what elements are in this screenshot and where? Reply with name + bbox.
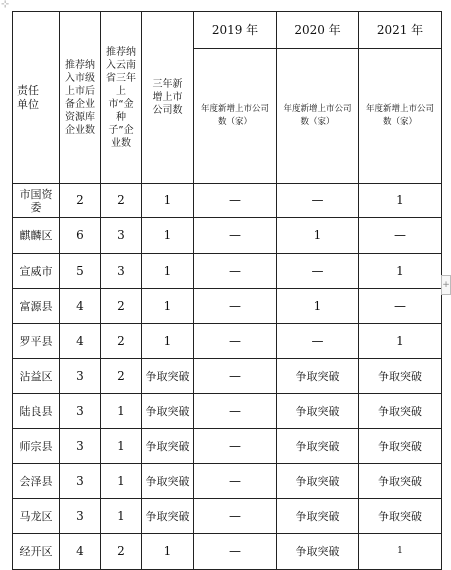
header-year-2019: 2019 年 (194, 12, 277, 49)
row-y2019: — (194, 324, 277, 359)
row-y2020: 争取突破 (277, 429, 359, 464)
row-reserve: 4 (60, 324, 101, 359)
header-year-2021-sub: 年度新增上市公司数（家） (359, 49, 442, 184)
row-unit: 会泽县 (13, 464, 60, 499)
header-year-2019-sub: 年度新增上市公司数（家） (194, 49, 277, 184)
row-reserve: 3 (60, 394, 101, 429)
row-y2020: 1 (277, 289, 359, 324)
header-year-2020-sub: 年度新增上市公司数（家） (277, 49, 359, 184)
row-reserve: 5 (60, 254, 101, 289)
row-seed: 1 (101, 394, 142, 429)
row-new3: 1 (142, 324, 194, 359)
add-column-handle-icon[interactable]: + (441, 275, 451, 295)
table-row (13, 254, 442, 289)
row-y2020: 1 (277, 218, 359, 254)
row-new3: 1 (142, 254, 194, 289)
row-unit: 罗平县 (13, 324, 60, 359)
table-row (13, 289, 442, 324)
row-y2021: — (359, 289, 442, 324)
header-year-2020: 2020 年 (277, 12, 359, 49)
row-y2020: 争取突破 (277, 499, 359, 534)
row-y2021: 争取突破 (359, 499, 442, 534)
table-row (13, 324, 442, 359)
table-row (13, 394, 442, 429)
row-y2019: — (194, 499, 277, 534)
row-seed: 2 (101, 324, 142, 359)
row-new3: 1 (142, 289, 194, 324)
row-y2020: 争取突破 (277, 394, 359, 429)
table-row (13, 534, 442, 570)
row-seed: 1 (101, 429, 142, 464)
row-unit: 师宗县 (13, 429, 60, 464)
row-seed: 1 (101, 499, 142, 534)
row-seed: 2 (101, 534, 142, 570)
row-new3: 争取突破 (142, 429, 194, 464)
row-y2019: — (194, 218, 277, 254)
header-golden-seed: 推荐纳入云南省三年上市“金种子”企业数 (101, 12, 142, 184)
row-new3: 争取突破 (142, 359, 194, 394)
row-y2021: — (359, 218, 442, 254)
row-new3: 1 (142, 184, 194, 218)
table-row (13, 359, 442, 394)
row-y2019: — (194, 289, 277, 324)
row-y2021: 争取突破 (359, 359, 442, 394)
row-seed: 2 (101, 184, 142, 218)
row-y2019: — (194, 534, 277, 570)
row-seed: 3 (101, 218, 142, 254)
header-unit-label: 责任单位 (17, 83, 39, 111)
row-y2020: 争取突破 (277, 534, 359, 570)
row-y2019: — (194, 394, 277, 429)
row-seed: 1 (101, 464, 142, 499)
row-y2020: — (277, 184, 359, 218)
header-year-2021: 2021 年 (359, 12, 442, 49)
row-y2020: — (277, 254, 359, 289)
row-y2020: 争取突破 (277, 464, 359, 499)
row-y2019: — (194, 429, 277, 464)
row-unit: 马龙区 (13, 499, 60, 534)
row-y2021: 争取突破 (359, 464, 442, 499)
row-unit: 沾益区 (13, 359, 60, 394)
row-y2021: 1 (359, 184, 442, 218)
table-row (13, 464, 442, 499)
row-unit: 宣威市 (13, 254, 60, 289)
row-reserve: 3 (60, 359, 101, 394)
header-listing-reserve: 推荐纳入市级上市后备企业资源库企业数 (60, 12, 101, 184)
row-new3: 争取突破 (142, 499, 194, 534)
table-move-handle-icon[interactable]: ⊹ (1, 0, 10, 10)
row-y2019: — (194, 464, 277, 499)
row-seed: 2 (101, 289, 142, 324)
table-row (13, 429, 442, 464)
row-y2019: — (194, 359, 277, 394)
row-unit: 经开区 (13, 534, 60, 570)
row-reserve: 4 (60, 534, 101, 570)
row-new3: 1 (142, 534, 194, 570)
row-seed: 3 (101, 254, 142, 289)
row-y2021: 1 (359, 324, 442, 359)
listing-target-table (12, 11, 442, 570)
row-y2019: — (194, 254, 277, 289)
row-reserve: 4 (60, 289, 101, 324)
row-unit: 市国资委 (13, 184, 60, 218)
row-reserve: 2 (60, 184, 101, 218)
row-unit: 陆良县 (13, 394, 60, 429)
row-unit: 麒麟区 (13, 218, 60, 254)
table-row (13, 499, 442, 534)
header-row-1 (13, 12, 442, 49)
row-y2021: 1 (359, 534, 442, 570)
row-reserve: 3 (60, 429, 101, 464)
row-y2020: — (277, 324, 359, 359)
row-y2020: 争取突破 (277, 359, 359, 394)
row-y2021: 1 (359, 254, 442, 289)
row-y2021: 争取突破 (359, 394, 442, 429)
row-y2021: 争取突破 (359, 429, 442, 464)
row-new3: 1 (142, 218, 194, 254)
header-new-listed: 三年新增上市公司数 (142, 12, 194, 184)
row-unit: 富源县 (13, 289, 60, 324)
row-reserve: 3 (60, 499, 101, 534)
row-reserve: 3 (60, 464, 101, 499)
row-y2019: — (194, 184, 277, 218)
row-seed: 2 (101, 359, 142, 394)
row-new3: 争取突破 (142, 394, 194, 429)
row-reserve: 6 (60, 218, 101, 254)
table-row (13, 184, 442, 218)
table-row (13, 218, 442, 254)
header-unit (13, 12, 60, 184)
row-new3: 争取突破 (142, 464, 194, 499)
